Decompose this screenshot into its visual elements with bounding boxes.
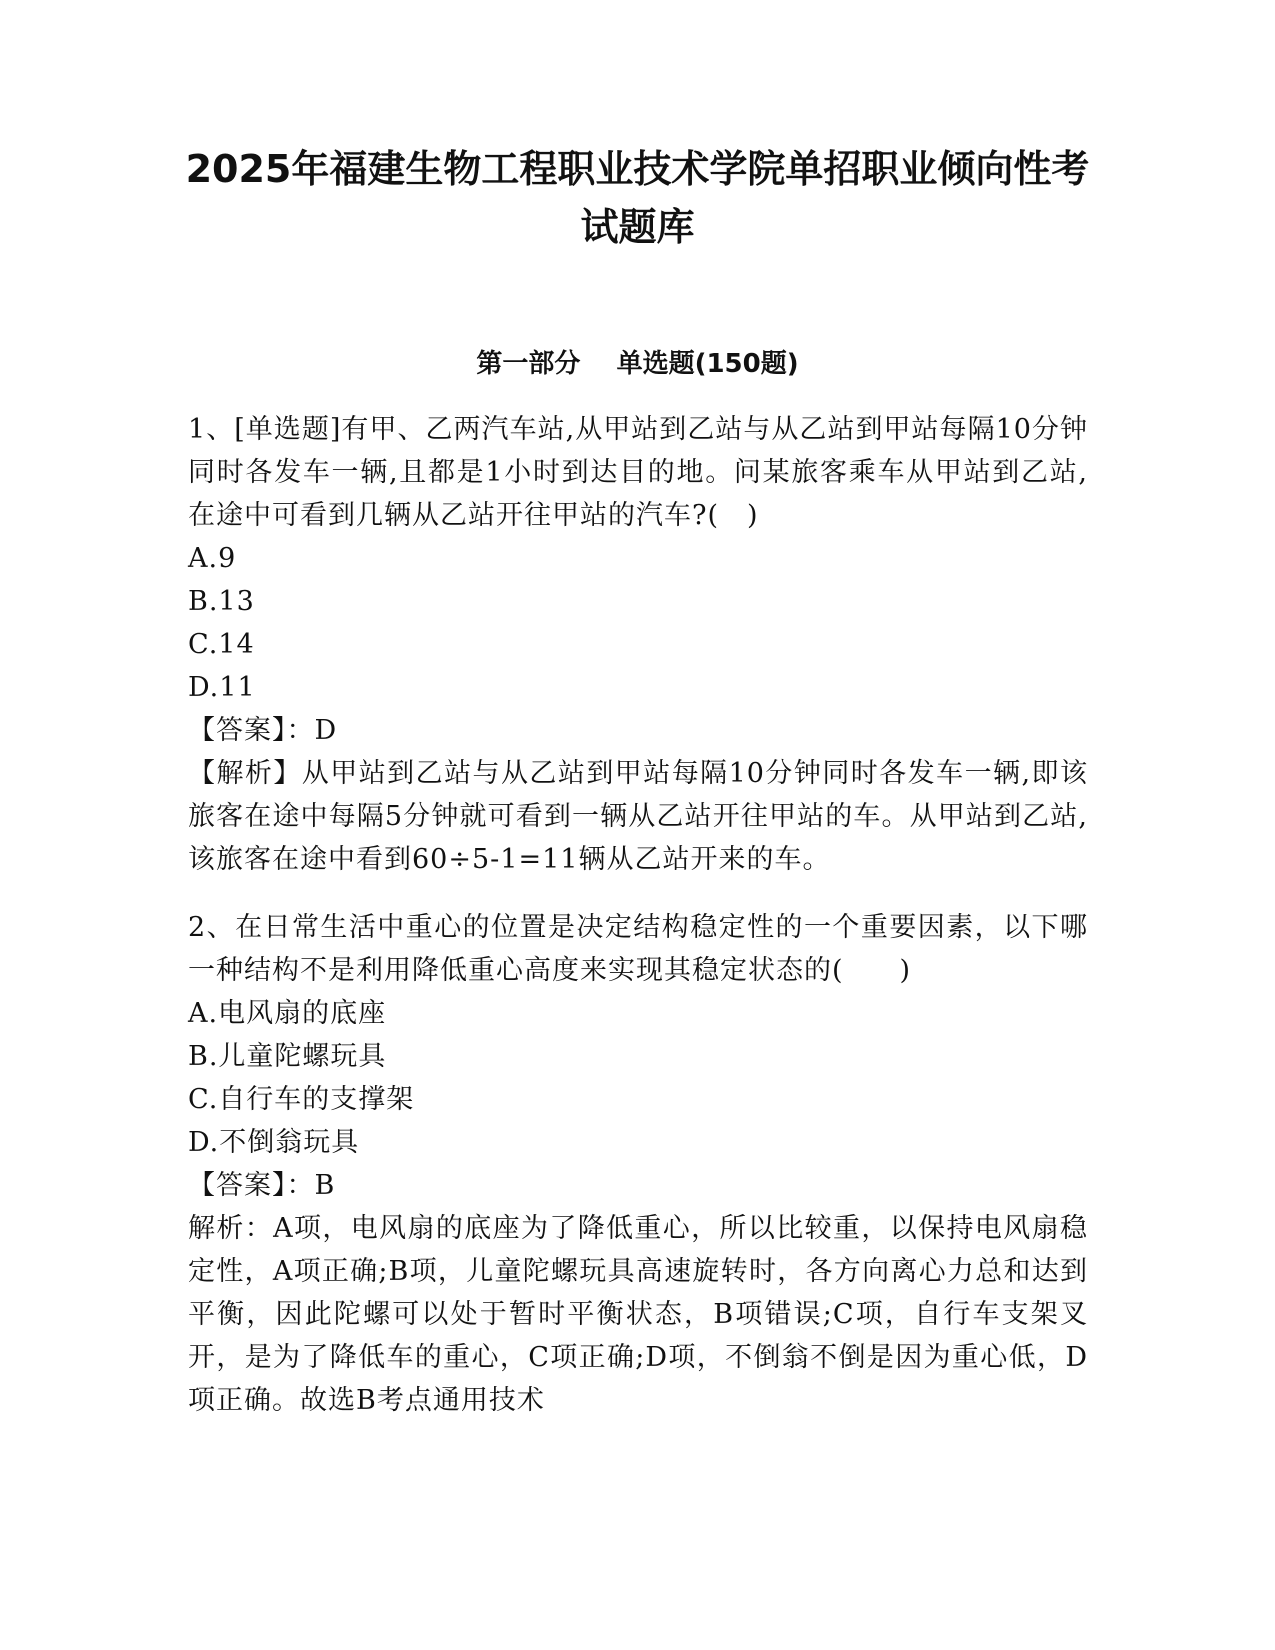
option-a: A.电风扇的底座 (188, 998, 387, 1029)
option-d: D.不倒翁玩具 (188, 1127, 360, 1158)
section-title: 第一部分 单选题(150题) (476, 349, 799, 379)
option-b: B.儿童陀螺玩具 (188, 1041, 387, 1072)
option-b: B.13 (188, 586, 255, 617)
question-stem: 2、在日常生活中重心的位置是决定结构稳定性的一个重要因素，以下哪一种结构不是利用降低重心高度来实现其稳定状态的( ) (188, 912, 1088, 986)
option-d: D.11 (188, 672, 256, 703)
option-a: A.9 (188, 543, 237, 574)
title-line-1: 2025年福建生物工程职业技术学院单招职业倾向性考 (185, 147, 1090, 191)
title-line-2: 试题库 (580, 205, 695, 249)
analysis: 解析：A项，电风扇的底座为了降低重心，所以比较重，以保持电风扇稳定性，A项正确;B项，儿童陀螺玩具高速旋转时，各方向离心力总和达到平衡，因此陀螺可以处于暂时平衡状态，B项错误;C项，自行车支架叉开，是为了降低车的重心，C项正确;D项，不倒翁不倒是因为重心低，D项正确。故选B考点通用技术 (188, 1213, 1088, 1416)
document-title (160, 140, 1115, 256)
question-2 (188, 906, 1088, 1422)
answer: 【答案】：D (188, 715, 338, 746)
option-c: C.自行车的支撑架 (188, 1084, 415, 1115)
question-stem: 1、[单选题]有甲、乙两汽车站,从甲站到乙站与从乙站到甲站每隔10分钟同时各发车一辆,且都是1小时到达目的地。问某旅客乘车从甲站到乙站,在途中可看到几辆从乙站开往甲站的汽车?( ) (188, 414, 1088, 531)
analysis: 【解析】从甲站到乙站与从乙站到甲站每隔10分钟同时各发车一辆,即该旅客在途中每隔5分钟就可看到一辆从乙站开往甲站的车。从甲站到乙站,该旅客在途中看到60÷5-1=11辆从乙站开来的车。 (188, 758, 1088, 875)
option-c: C.14 (188, 629, 255, 660)
question-1 (188, 408, 1088, 881)
answer: 【答案】：B (188, 1170, 336, 1201)
